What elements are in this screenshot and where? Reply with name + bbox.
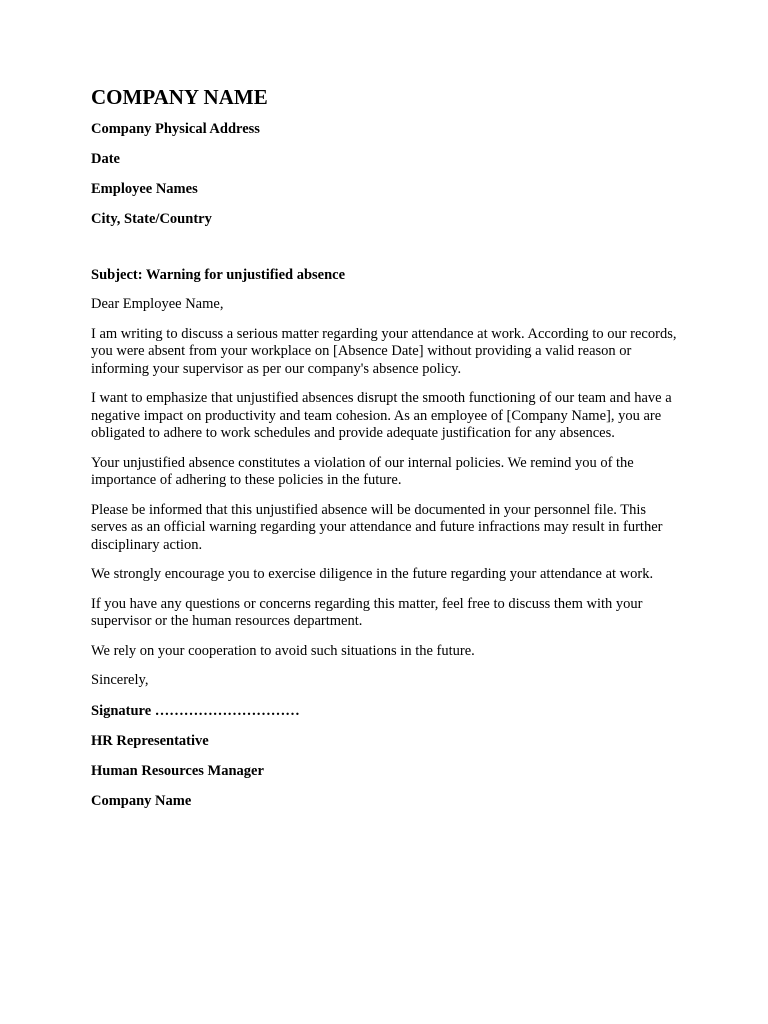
body-paragraph-3: Your unjustified absence constitutes a violation of our internal policies. We remind you of the importance of adhering to these policies in the future.	[91, 454, 634, 488]
signer-company-name: Company Name	[91, 792, 192, 809]
signer-title-hr-representative: HR Representative	[91, 732, 209, 749]
closing: Sincerely,	[91, 672, 149, 688]
employee-names: Employee Names	[91, 181, 198, 197]
salutation: Dear Employee Name,	[91, 296, 224, 312]
city-state-country: City, State/Country	[91, 211, 212, 227]
body-paragraph-1: I am writing to discuss a serious matter regarding your attendance at work. According to our records, you were absent from your workplace on [Absence Date] without providing a valid reason or informing your supervisor as per our company's absence policy.	[91, 325, 677, 377]
company-name-heading: COMPANY NAME	[91, 85, 268, 109]
body-paragraph-2: I want to emphasize that unjustified absences disrupt the smooth functioning of our team and have a negative impact on productivity and team cohesion. As an employee of [Company Name], you are obligated to adhere to work schedules and provide adequate justification for any absences.	[91, 390, 672, 441]
letter-date: Date	[91, 151, 120, 167]
body-paragraph-5: We strongly encourage you to exercise diligence in the future regarding your attendance at work.	[91, 566, 654, 582]
body-paragraph-7: We rely on your cooperation to avoid such situations in the future.	[91, 642, 475, 659]
signer-title-hr-manager: Human Resources Manager	[91, 762, 264, 779]
subject-line: Subject: Warning for unjustified absence	[91, 267, 346, 283]
company-address: Company Physical Address	[91, 121, 260, 137]
signature-line: Signature …………………………	[91, 702, 300, 719]
letter-document	[91, 84, 681, 822]
body-paragraph-6: If you have any questions or concerns regarding this matter, feel free to discuss them with your supervisor or the human resources department.	[91, 595, 643, 629]
body-paragraph-4: Please be informed that this unjustified absence will be documented in your personnel file. This serves as an official warning regarding your attendance and future infractions may result in further disciplinary action.	[91, 501, 663, 553]
